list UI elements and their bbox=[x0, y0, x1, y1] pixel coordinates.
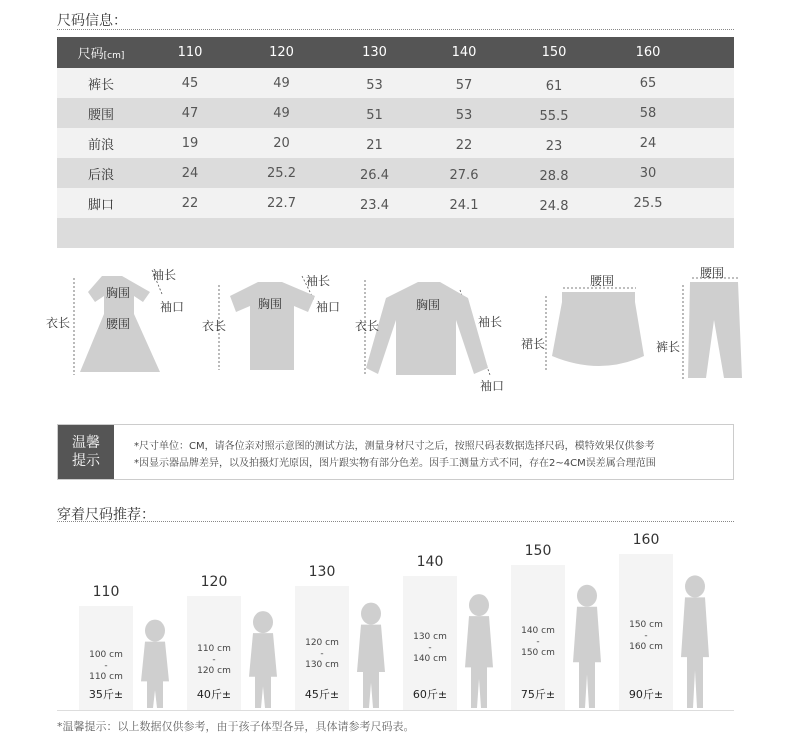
tshirt-cuff-label: 袖口 bbox=[316, 300, 341, 314]
size-table bbox=[57, 37, 734, 248]
rec-range-part: 150 cm bbox=[521, 648, 555, 658]
rec-range-part: 100 cm bbox=[89, 650, 123, 660]
tip-line-2: *因显示器品牌差异，以及拍摄灯光原因，图片跟实物有部分色差。因手工测量方式不同，存在2~4CM误差属合理范围 bbox=[134, 458, 656, 469]
table-empty-row bbox=[57, 218, 734, 248]
tip-badge bbox=[58, 425, 114, 479]
row-label: 前浪 bbox=[87, 137, 114, 153]
table-cell: 45 bbox=[181, 75, 199, 91]
table-header-row bbox=[57, 37, 734, 68]
rec-range-part: 120 cm bbox=[197, 666, 231, 676]
rec-range-part: 150 cm bbox=[629, 620, 663, 630]
row-label: 后浪 bbox=[87, 167, 114, 183]
table-row bbox=[57, 68, 734, 98]
size-info-title: 尺码信息： bbox=[57, 13, 127, 29]
rec-range-part: 110 cm bbox=[89, 672, 123, 682]
measurement-diagrams bbox=[0, 260, 790, 395]
row-label: 腰围 bbox=[87, 107, 114, 123]
skirt-waist-label: 腰围 bbox=[590, 274, 615, 288]
rec-range-part: - bbox=[212, 655, 216, 665]
rec-range-part: 160 cm bbox=[629, 642, 663, 652]
rec-weight: 60斤± bbox=[412, 688, 448, 701]
rec-height-range bbox=[403, 632, 457, 665]
tip-badge-line: 温馨 bbox=[72, 435, 100, 451]
divider bbox=[57, 521, 734, 522]
rec-range-part: 120 cm bbox=[305, 638, 339, 648]
table-cell: 24.8 bbox=[539, 198, 569, 214]
table-cell: 26.4 bbox=[360, 167, 389, 183]
rec-range-part: 140 cm bbox=[521, 626, 555, 636]
table-cell: 24.1 bbox=[449, 197, 479, 213]
dress-waist-label: 腰围 bbox=[106, 317, 131, 331]
rec-size-label: 160 bbox=[632, 532, 660, 548]
rec-column bbox=[511, 565, 565, 710]
skirt-length-label: 裙长 bbox=[521, 337, 546, 351]
table-cell: 25.2 bbox=[267, 165, 296, 181]
table-cell: 27.6 bbox=[449, 167, 479, 183]
table-cell: 19 bbox=[181, 135, 199, 151]
child-silhouette bbox=[465, 594, 493, 708]
table-cell: 61 bbox=[545, 78, 563, 94]
rec-column bbox=[187, 596, 241, 710]
table-cell: 57 bbox=[455, 77, 473, 93]
table-cell: 22 bbox=[455, 137, 473, 153]
rec-column bbox=[619, 554, 673, 710]
table-cell: 58 bbox=[639, 105, 657, 121]
table-cell: 47 bbox=[181, 105, 199, 121]
table-cell: 25.5 bbox=[633, 195, 663, 211]
rec-range-part: - bbox=[536, 637, 540, 647]
rec-size-label: 120 bbox=[200, 574, 228, 590]
sweater-length-label: 衣长 bbox=[355, 319, 380, 333]
dress-cuff-label: 袖口 bbox=[160, 300, 185, 314]
rec-range-part: - bbox=[104, 661, 108, 671]
rec-weight: 45斤± bbox=[304, 688, 340, 701]
table-cell: 21 bbox=[366, 137, 383, 153]
rec-weight: 35斤± bbox=[88, 688, 124, 701]
size-recommendation-chart bbox=[57, 530, 734, 710]
tshirt-length-label: 衣长 bbox=[202, 319, 227, 333]
rec-height-range bbox=[295, 638, 349, 671]
table-cell: 24 bbox=[639, 135, 657, 151]
table-row bbox=[57, 188, 734, 218]
table-cell: 22 bbox=[181, 195, 199, 211]
table-cell: 20 bbox=[273, 135, 290, 151]
divider bbox=[57, 710, 734, 711]
table-cell: 53 bbox=[366, 77, 383, 93]
tshirt-chest-label: 胸围 bbox=[258, 297, 283, 311]
rec-range-part: 110 cm bbox=[197, 644, 231, 654]
table-cell: 23.4 bbox=[360, 197, 389, 213]
sweater-chest-label: 胸围 bbox=[416, 298, 441, 312]
rec-height-range bbox=[187, 644, 241, 677]
table-row bbox=[57, 158, 734, 188]
child-silhouette bbox=[141, 620, 169, 708]
table-cell: 49 bbox=[273, 75, 290, 91]
table-cell: 49 bbox=[273, 105, 290, 121]
rec-range-part: 140 cm bbox=[413, 654, 447, 664]
rec-column bbox=[403, 576, 457, 710]
dress-chest-label: 胸围 bbox=[106, 286, 131, 300]
tip-badge-line: 提示 bbox=[72, 453, 100, 469]
rec-range-part: 130 cm bbox=[413, 632, 447, 642]
sweater-sleeve-length-label: 袖长 bbox=[478, 315, 503, 329]
rec-title: 穿着尺码推荐： bbox=[57, 507, 155, 523]
pants-length-label: 裤长 bbox=[656, 340, 681, 354]
dress-sleeve-length-label: 袖长 bbox=[152, 268, 177, 282]
child-silhouette bbox=[573, 585, 601, 708]
header-size-cell: 150 bbox=[541, 45, 567, 60]
tip-line-1: *尺寸单位：CM，请各位亲对照示意图的测试方法，测量身材尺寸之后，按照尺码表数据选择尺码，模特效果仅供参考 bbox=[134, 441, 655, 452]
rec-column bbox=[295, 586, 349, 710]
rec-height-range bbox=[511, 626, 565, 659]
rec-height-range bbox=[619, 620, 673, 653]
rec-height-range bbox=[79, 650, 133, 683]
rec-size-label: 150 bbox=[524, 543, 552, 559]
header-size-cell: 140 bbox=[451, 45, 477, 60]
divider bbox=[57, 29, 734, 30]
header-size-cell: 110 bbox=[177, 45, 203, 60]
header-size-cell: 120 bbox=[269, 45, 294, 60]
child-silhouette bbox=[357, 603, 385, 708]
child-silhouette bbox=[681, 575, 709, 708]
table-cell: 24 bbox=[181, 165, 199, 181]
header-size-cell: 160 bbox=[635, 45, 661, 60]
table-row bbox=[57, 98, 734, 128]
rec-range-part: - bbox=[428, 643, 432, 653]
footnote: *温馨提示：以上数据仅供参考，由于孩子体型各异，具体请参考尺码表。 bbox=[57, 720, 415, 733]
child-silhouette bbox=[249, 611, 277, 708]
table-row bbox=[57, 128, 734, 158]
dress-length-label: 衣长 bbox=[46, 316, 71, 330]
rec-size-label: 130 bbox=[308, 564, 336, 580]
rec-weight: 75斤± bbox=[520, 688, 556, 701]
rec-weight: 90斤± bbox=[628, 688, 664, 701]
table-cell: 28.8 bbox=[539, 168, 569, 184]
table-cell: 55.5 bbox=[539, 108, 569, 124]
rec-range-part: - bbox=[644, 631, 648, 641]
rec-range-part: - bbox=[320, 649, 324, 659]
table-cell: 65 bbox=[639, 75, 657, 91]
sweater-cuff-label: 袖口 bbox=[480, 379, 505, 393]
table-cell: 23 bbox=[545, 138, 563, 154]
header-size-cell: 130 bbox=[362, 45, 387, 60]
rec-range-part: 130 cm bbox=[305, 660, 339, 670]
rec-weight: 40斤± bbox=[196, 688, 232, 701]
header-label-cell: 尺码[cm] bbox=[77, 47, 125, 62]
tip-box bbox=[57, 424, 734, 480]
rec-size-label: 140 bbox=[416, 554, 444, 570]
pants-waist-label: 腰围 bbox=[700, 266, 725, 280]
row-label: 裤长 bbox=[87, 77, 114, 93]
rec-column bbox=[79, 606, 133, 710]
table-cell: 51 bbox=[366, 107, 383, 123]
rec-size-label: 110 bbox=[92, 584, 120, 600]
table-cell: 30 bbox=[639, 165, 657, 181]
table-cell: 53 bbox=[455, 107, 473, 123]
tshirt-sleeve-length-label: 袖长 bbox=[306, 274, 331, 288]
row-label: 脚口 bbox=[87, 197, 114, 213]
table-cell: 22.7 bbox=[267, 195, 296, 211]
